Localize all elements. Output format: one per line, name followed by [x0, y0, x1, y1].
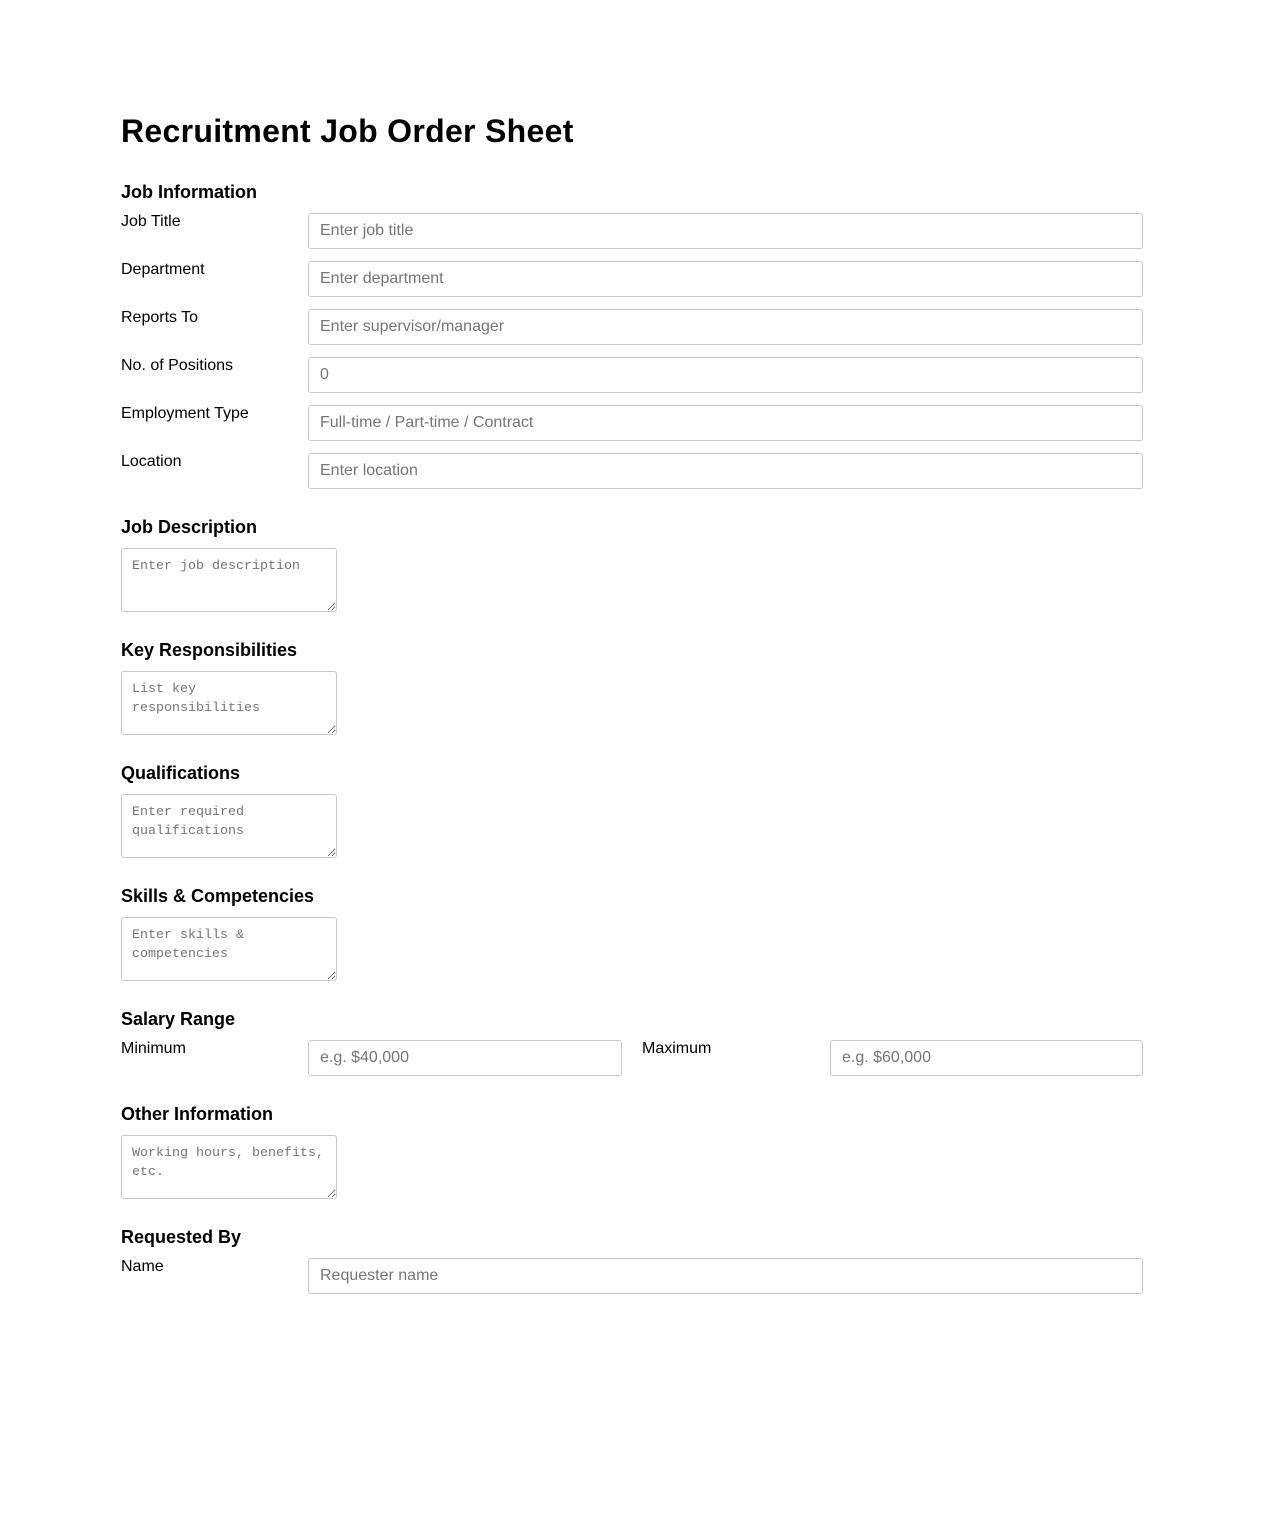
positions-input[interactable]	[308, 357, 1143, 393]
salary-max-label: Maximum	[642, 1040, 712, 1057]
department-input[interactable]	[308, 261, 1143, 297]
field-requester-name	[121, 1258, 1143, 1294]
section-heading: Skills & Competencies	[121, 886, 315, 906]
section-other-information	[121, 1103, 1143, 1199]
section-skills	[121, 885, 1143, 981]
section-heading: Requested By	[121, 1227, 242, 1247]
section-job-information	[121, 181, 1143, 489]
field-label: Job Title	[121, 213, 181, 230]
field-label: Reports To	[121, 309, 199, 326]
field-reports-to	[121, 309, 1143, 345]
key-responsibilities-textarea[interactable]	[121, 671, 337, 735]
section-heading: Key Responsibilities	[121, 640, 298, 660]
section-requested-by	[121, 1226, 1143, 1294]
section-heading: Salary Range	[121, 1009, 236, 1029]
section-heading: Job Description	[121, 517, 258, 537]
section-heading: Qualifications	[121, 763, 241, 783]
field-employment-type	[121, 405, 1143, 441]
section-heading: Other Information	[121, 1104, 273, 1124]
section-heading: Job Information	[121, 182, 257, 202]
qualifications-textarea[interactable]	[121, 794, 337, 858]
field-location	[121, 453, 1143, 489]
section-qualifications	[121, 762, 1143, 858]
field-label: Name	[121, 1258, 164, 1275]
job-title-input[interactable]	[308, 213, 1143, 249]
field-job-title	[121, 213, 1143, 249]
field-label: Employment Type	[121, 405, 249, 422]
skills-textarea[interactable]	[121, 917, 337, 981]
section-job-description	[121, 516, 1143, 612]
salary-row	[121, 1040, 1143, 1076]
salary-min-input[interactable]	[308, 1040, 622, 1076]
location-input[interactable]	[308, 453, 1143, 489]
section-key-responsibilities	[121, 639, 1143, 735]
job-description-textarea[interactable]	[121, 548, 337, 612]
field-department	[121, 261, 1143, 297]
field-label: Department	[121, 261, 205, 278]
reports-to-input[interactable]	[308, 309, 1143, 345]
page-title: Recruitment Job Order Sheet	[121, 113, 574, 149]
section-salary-range	[121, 1008, 1143, 1076]
field-label: Location	[121, 453, 182, 470]
salary-min-label: Minimum	[121, 1040, 186, 1057]
field-positions	[121, 357, 1143, 393]
requester-name-input[interactable]	[308, 1258, 1143, 1294]
job-order-form	[121, 111, 1143, 1294]
other-information-textarea[interactable]	[121, 1135, 337, 1199]
field-label: No. of Positions	[121, 357, 234, 374]
employment-type-input[interactable]	[308, 405, 1143, 441]
salary-max-input[interactable]	[830, 1040, 1143, 1076]
